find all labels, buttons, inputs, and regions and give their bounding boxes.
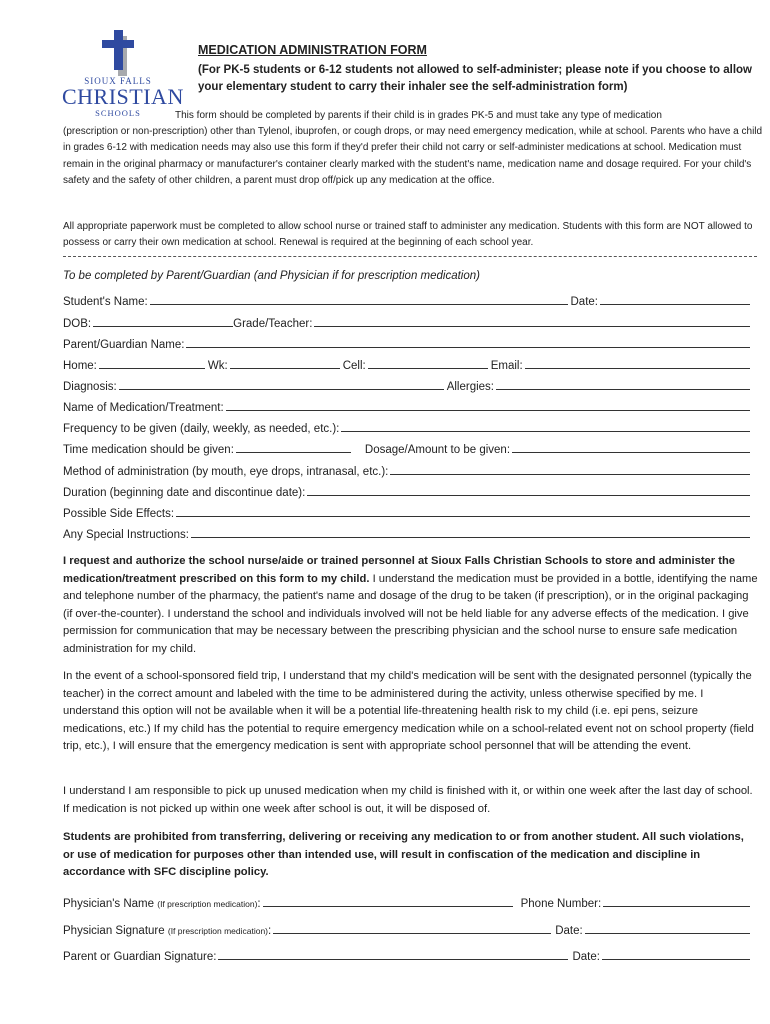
phone-label: Phone Number: <box>520 898 602 910</box>
diagnosis-field[interactable] <box>119 376 444 390</box>
row-frequency <box>63 418 753 436</box>
physician-name-field[interactable] <box>263 893 513 907</box>
student-name-field[interactable] <box>150 291 568 305</box>
email-field[interactable] <box>525 355 750 369</box>
authorization-rest: I understand the medication must be provided in a bottle, identifying the name and telephone number of the pharmacy, the patient's name and dosage of the drug to be taken (if prescription), or in the original packaging (if over-the-counter). I understand the school and individuals involved will not be held liable for any adverse effects of the medication. I give permission for communication that may be necessary between the prescribing physician and the school nurse to ensure safe medication administration for my child. <box>63 572 758 655</box>
row-special <box>63 524 753 542</box>
cross-icon <box>114 30 123 70</box>
physician-signature-label: Physician Signature <box>63 925 165 937</box>
authorization-bold: I request and authorize the school nurse/aide or trained personnel at Sioux Falls Christian Schools to store and administer the medication/treatment prescribed on this form to my child. <box>63 555 736 585</box>
date-field[interactable] <box>600 291 750 305</box>
logo-line2: CHRISTIAN <box>62 84 184 109</box>
email-label: Email: <box>490 360 523 372</box>
duration-label: Duration (beginning date and discontinue date): <box>63 487 306 499</box>
home-label: Home: <box>63 360 97 372</box>
parent-name-field[interactable] <box>186 334 750 348</box>
field-trip-paragraph: In the event of a school-sponsored field trip, I understand that my child's medication will be sent with the designated personnel (typically the teacher) in the correct amount and labeled with the time to be administered during the activity, unless otherwise specified by me. I understand this option will not be available when it will be a potential life-threatening health risk to my child (i.e. epi pens, seizure medications, etc.) If my child has the potential to require emergency medication while on a school-related event not on school property (field trip, etc.), I will ensure that the emergency medication is sent with appropriate school personnel that will be attending the event. <box>63 670 754 752</box>
row-student <box>63 291 753 309</box>
frequency-label: Frequency to be given (daily, weekly, as needed, etc.): <box>63 423 340 435</box>
work-phone-field[interactable] <box>230 355 340 369</box>
parent-signature-label: Parent or Guardian Signature: <box>63 951 217 963</box>
home-phone-field[interactable] <box>99 355 205 369</box>
medication-name-label: Name of Medication/Treatment: <box>63 402 224 414</box>
intro-paperwork: All appropriate paperwork must be completed to allow school nurse or trained staff to administer any medication. Students with this form are NOT allowed to possess or carry their own medication at school. Renewal is required at the beginning of each school year. <box>63 221 753 249</box>
special-instructions-field[interactable] <box>191 524 750 538</box>
cell-label: Cell: <box>342 360 366 372</box>
row-dob <box>63 313 753 331</box>
prohibition-paragraph: Students are prohibited from transferring, delivering or receiving any medication to or from another student. All such violations, or use of medication for purposes other than intended use, will result in confiscation of the medication and discipline in accordance with SFC discipline policy. <box>63 831 744 878</box>
row-time-dosage <box>63 439 753 457</box>
school-logo <box>62 26 184 118</box>
physician-signature-field[interactable] <box>273 920 551 934</box>
allergies-field[interactable] <box>496 376 750 390</box>
date-field-1[interactable] <box>585 920 750 934</box>
parent-name-label: Parent/Guardian Name: <box>63 339 185 351</box>
date-label: Date: <box>570 296 598 308</box>
date-label-1: Date: <box>555 925 583 937</box>
logo-line3: SCHOOLS <box>95 108 141 118</box>
phone-field[interactable] <box>603 893 750 907</box>
dob-field[interactable] <box>93 313 233 327</box>
row-medication <box>63 397 753 415</box>
row-duration <box>63 482 753 500</box>
cell-phone-field[interactable] <box>368 355 488 369</box>
row-physician-signature: Physician Signature (If prescription medication) : Date: <box>63 920 753 938</box>
intro-paragraph <box>63 108 763 189</box>
parent-signature-field[interactable] <box>218 946 568 960</box>
authorization-paragraph <box>63 553 760 658</box>
section-label: To be completed by Parent/Guardian (and Physician if for prescription medication) <box>63 270 480 282</box>
student-name-label: Student's Name: <box>63 296 148 308</box>
allergies-label: Allergies: <box>446 381 495 393</box>
dashed-divider <box>63 256 757 257</box>
side-effects-field[interactable] <box>176 503 750 517</box>
method-field[interactable] <box>390 461 750 475</box>
diagnosis-label: Diagnosis: <box>63 381 117 393</box>
logo-line1: SIOUX FALLS <box>84 76 152 86</box>
cross-bar <box>102 40 134 48</box>
frequency-field[interactable] <box>341 418 750 432</box>
wk-label: Wk: <box>207 360 228 372</box>
row-diagnosis <box>63 376 753 394</box>
pickup-paragraph: I understand I am responsible to pick up unused medication when my child is finished with it, or within one week after the last day of school. If medication is not picked up within one week after school is out, it will be disposed of. <box>63 785 753 815</box>
row-physician-name: Physician's Name (If prescription medication) : Phone Number: <box>63 893 753 911</box>
dosage-label: Dosage/Amount to be given: <box>364 444 511 456</box>
dosage-field[interactable] <box>512 439 750 453</box>
if-rx-note: (If prescription medication) <box>157 899 258 909</box>
side-effects-label: Possible Side Effects: <box>63 508 175 520</box>
grade-teacher-field[interactable] <box>314 313 750 327</box>
row-parent <box>63 334 753 352</box>
date-field-2[interactable] <box>602 946 750 960</box>
intro-rest: (prescription or non-prescription) other than Tylenol, ibuprofen, or cough drops, or may need emergency medication, while at school. Parents who have a child in grades 6-12 with medication needs may also use this form if they'd prefer their child not carry or self-administer medications at school. Medication must remain in the original pharmacy or manufacturer's container clearly marked with the student's name, medication name and dosage required. For your child's safety and the safety of other children, a parent must drop off/pick up any medication at the office. <box>63 126 763 186</box>
grade-teacher-label: Grade/Teacher: <box>233 318 313 330</box>
time-given-field[interactable] <box>236 439 351 453</box>
method-label: Method of administration (by mouth, eye drops, intranasal, etc.): <box>63 466 389 478</box>
if-rx-note-2: (If prescription medication) <box>167 926 269 936</box>
row-side-effects <box>63 503 753 521</box>
duration-field[interactable] <box>307 482 750 496</box>
dob-label: DOB: <box>63 318 92 330</box>
special-instructions-label: Any Special Instructions: <box>63 529 189 541</box>
physician-name-label: Physician's Name <box>63 898 155 910</box>
intro-first-line: This form should be completed by parents if their child is in grades PK-5 and must take any type of medication <box>175 110 662 121</box>
row-method <box>63 461 753 479</box>
row-phones <box>63 355 753 373</box>
row-parent-signature <box>63 946 753 964</box>
form-subtitle: (For PK-5 students or 6-12 students not allowed to self-administer; please note if you choose to allow your elementary student to carry their inhaler see the self-administration form) <box>198 64 752 93</box>
medication-name-field[interactable] <box>226 397 750 411</box>
date-label-2: Date: <box>572 951 600 963</box>
time-given-label: Time medication should be given: <box>63 444 234 456</box>
form-title: MEDICATION ADMINISTRATION FORM <box>198 43 427 57</box>
